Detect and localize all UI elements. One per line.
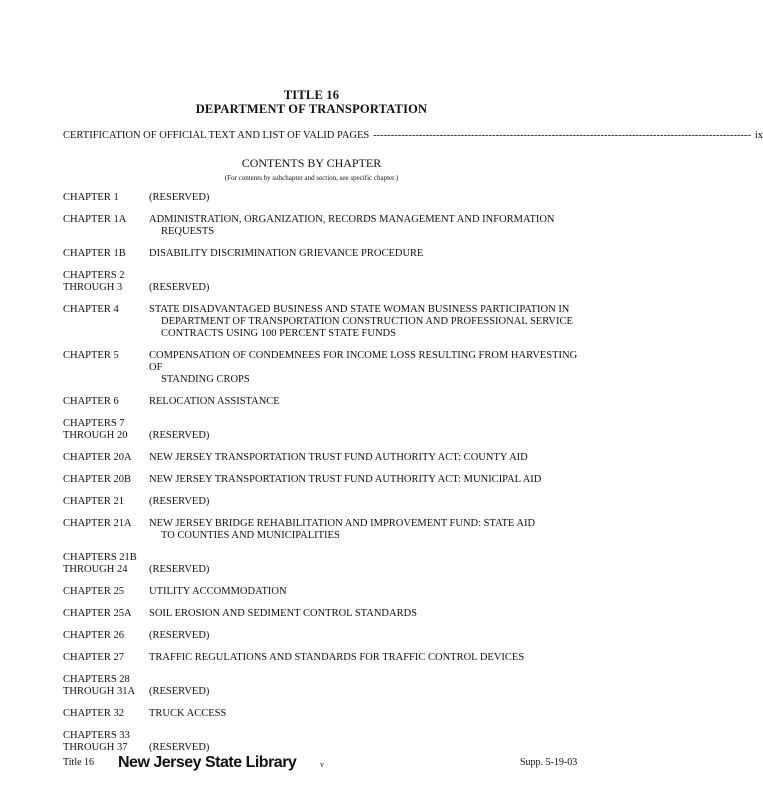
chapter-description-line: (RESERVED) xyxy=(149,742,210,753)
chapter-label xyxy=(63,630,149,642)
chapter-label-line1: CHAPTER 5 xyxy=(63,350,119,361)
title-number: TITLE 16 xyxy=(283,88,340,102)
chapter-label-line1: CHAPTER 1B xyxy=(63,248,126,259)
chapter-description xyxy=(149,474,583,486)
chapter-label-line1: CHAPTER 27 xyxy=(63,652,124,663)
certification-page: ix xyxy=(754,130,763,141)
chapter-label xyxy=(63,708,149,720)
chapter-label xyxy=(63,214,149,238)
chapter-row xyxy=(63,608,583,620)
chapter-row xyxy=(63,630,583,642)
description-spacer xyxy=(149,270,583,282)
chapter-label xyxy=(63,652,149,664)
chapter-label-line1: CHAPTERS 2 xyxy=(63,270,125,281)
chapter-row xyxy=(63,270,583,294)
chapter-description xyxy=(149,608,583,620)
chapter-label-line1: CHAPTER 25 xyxy=(63,586,124,597)
chapter-description xyxy=(149,630,583,642)
chapter-description-line: TRUCK ACCESS xyxy=(149,708,227,719)
chapter-label-line1: CHAPTER 20A xyxy=(63,452,132,463)
chapter-row xyxy=(63,248,583,260)
chapter-description-line: NEW JERSEY TRANSPORTATION TRUST FUND AUTHORITY ACT: MUNICIPAL AID xyxy=(149,474,542,485)
chapter-label-line1: CHAPTER 20B xyxy=(63,474,131,485)
chapter-label xyxy=(63,270,149,294)
chapter-description xyxy=(149,452,583,464)
chapter-label-line1: CHAPTERS 7 xyxy=(63,418,125,429)
chapter-label xyxy=(63,552,149,576)
chapter-description-line: UTILITY ACCOMMODATION xyxy=(149,586,287,597)
supplement-date: Supp. 5-19-03 xyxy=(520,757,578,768)
chapter-description xyxy=(149,350,583,386)
chapter-description-line: (RESERVED) xyxy=(149,430,210,441)
chapter-label xyxy=(63,518,149,542)
chapter-label-line1: CHAPTER 4 xyxy=(63,304,119,315)
chapter-row xyxy=(63,452,583,464)
chapter-description-line: DEPARTMENT OF TRANSPORTATION CONSTRUCTION AND PROFESSIONAL SERVICE xyxy=(161,316,573,327)
chapter-description-line: (RESERVED) xyxy=(149,496,210,507)
description-spacer xyxy=(149,730,583,742)
chapter-label xyxy=(63,452,149,464)
chapter-description xyxy=(149,674,583,698)
chapter-label-line1: CHAPTER 25A xyxy=(63,608,132,619)
chapter-row xyxy=(63,708,583,720)
chapter-description xyxy=(149,304,583,340)
chapter-label xyxy=(63,730,149,754)
chapter-label-line1: CHAPTER 21 xyxy=(63,496,124,507)
chapter-description-line: NEW JERSEY TRANSPORTATION TRUST FUND AUTHORITY ACT: COUNTY AID xyxy=(149,452,528,463)
chapter-row xyxy=(63,674,583,698)
chapter-row xyxy=(63,304,583,340)
chapter-label-line1: CHAPTERS 33 xyxy=(63,730,130,741)
chapter-label xyxy=(63,608,149,620)
contents-note: (For contents by subchapter and section, see specific chapter.) xyxy=(224,174,399,182)
chapter-description xyxy=(149,586,583,598)
chapter-description xyxy=(149,396,583,408)
chapter-description-line: TO COUNTIES AND MUNICIPALITIES xyxy=(161,530,340,541)
chapter-row xyxy=(63,518,583,542)
chapter-label-line2: THROUGH 31A xyxy=(63,686,136,697)
chapter-row xyxy=(63,396,583,408)
chapter-label-line1: CHAPTERS 28 xyxy=(63,674,130,685)
footer-mark: v xyxy=(320,760,324,769)
chapter-description-line: DISABILITY DISCRIMINATION GRIEVANCE PROCEDURE xyxy=(149,248,424,259)
chapter-description-line: (RESERVED) xyxy=(149,192,210,203)
library-stamp: New Jersey State Library xyxy=(118,754,297,771)
chapter-description xyxy=(149,730,583,754)
chapter-label-line1: CHAPTER 21A xyxy=(63,518,132,529)
chapter-description xyxy=(149,518,583,542)
chapter-label-line1: CHAPTER 1A xyxy=(63,214,127,225)
footer-title: Title 16 xyxy=(63,757,95,768)
chapter-description-line: (RESERVED) xyxy=(149,564,210,575)
certification-line xyxy=(63,130,763,141)
chapter-label xyxy=(63,248,149,260)
chapter-label-line1: CHAPTER 1 xyxy=(63,192,119,203)
chapter-row xyxy=(63,496,583,508)
chapter-label-line2: THROUGH 37 xyxy=(63,742,128,753)
chapter-label xyxy=(63,474,149,486)
leader-dots: ------------------------------------------------------------------------------------------------------------ xyxy=(373,130,751,141)
chapter-description-line: ADMINISTRATION, ORGANIZATION, RECORDS MANAGEMENT AND INFORMATION xyxy=(149,214,555,225)
chapter-description xyxy=(149,652,583,664)
chapter-row xyxy=(63,350,583,386)
chapter-description-line: COMPENSATION OF CONDEMNEES FOR INCOME LOSS RESULTING FROM HARVESTING OF xyxy=(149,350,578,373)
chapter-description-line: (RESERVED) xyxy=(149,686,210,697)
chapter-description xyxy=(149,192,583,204)
chapter-row xyxy=(63,214,583,238)
chapter-row xyxy=(63,730,583,754)
chapter-list xyxy=(63,192,583,764)
chapter-description-line: NEW JERSEY BRIDGE REHABILITATION AND IMPROVEMENT FUND: STATE AID xyxy=(149,518,536,529)
chapter-label xyxy=(63,496,149,508)
chapter-description-line: (RESERVED) xyxy=(149,630,210,641)
chapter-description-line: RELOCATION ASSISTANCE xyxy=(149,396,280,407)
chapter-description xyxy=(149,270,583,294)
chapter-label xyxy=(63,350,149,386)
chapter-description-line: TRAFFIC REGULATIONS AND STANDARDS FOR TRAFFIC CONTROL DEVICES xyxy=(149,652,525,663)
department-title: DEPARTMENT OF TRANSPORTATION xyxy=(195,102,428,116)
chapter-label-line2: THROUGH 3 xyxy=(63,282,123,293)
chapter-label-line1: CHAPTER 26 xyxy=(63,630,124,641)
contents-heading: CONTENTS BY CHAPTER xyxy=(241,156,382,170)
chapter-description-line: STANDING CROPS xyxy=(161,374,250,385)
chapter-label-line1: CHAPTER 32 xyxy=(63,708,124,719)
chapter-description-line: SOIL EROSION AND SEDIMENT CONTROL STANDARDS xyxy=(149,608,417,619)
chapter-label xyxy=(63,192,149,204)
chapter-description xyxy=(149,248,583,260)
chapter-row xyxy=(63,586,583,598)
chapter-description xyxy=(149,214,583,238)
chapter-row xyxy=(63,192,583,204)
chapter-label-line1: CHAPTERS 21B xyxy=(63,552,137,563)
certification-text: CERTIFICATION OF OFFICIAL TEXT AND LIST OF VALID PAGES xyxy=(63,130,370,141)
chapter-label xyxy=(63,304,149,340)
chapter-label-line1: CHAPTER 6 xyxy=(63,396,119,407)
chapter-row xyxy=(63,552,583,576)
chapter-description xyxy=(149,496,583,508)
description-spacer xyxy=(149,418,583,430)
chapter-description xyxy=(149,708,583,720)
chapter-label xyxy=(63,396,149,408)
chapter-row xyxy=(63,474,583,486)
chapter-description-line: STATE DISADVANTAGED BUSINESS AND STATE WOMAN BUSINESS PARTICIPATION IN xyxy=(149,304,570,315)
chapter-row xyxy=(63,652,583,664)
chapter-label-line2: THROUGH 20 xyxy=(63,430,128,441)
chapter-label xyxy=(63,674,149,698)
chapter-label xyxy=(63,586,149,598)
description-spacer xyxy=(149,674,583,686)
chapter-description xyxy=(149,418,583,442)
chapter-description-line: (RESERVED) xyxy=(149,282,210,293)
chapter-description-line: REQUESTS xyxy=(161,226,215,237)
chapter-label-line2: THROUGH 24 xyxy=(63,564,128,575)
chapter-description-line: CONTRACTS USING 100 PERCENT STATE FUNDS xyxy=(161,328,396,339)
description-spacer xyxy=(149,552,583,564)
chapter-row xyxy=(63,418,583,442)
chapter-label xyxy=(63,418,149,442)
chapter-description xyxy=(149,552,583,576)
